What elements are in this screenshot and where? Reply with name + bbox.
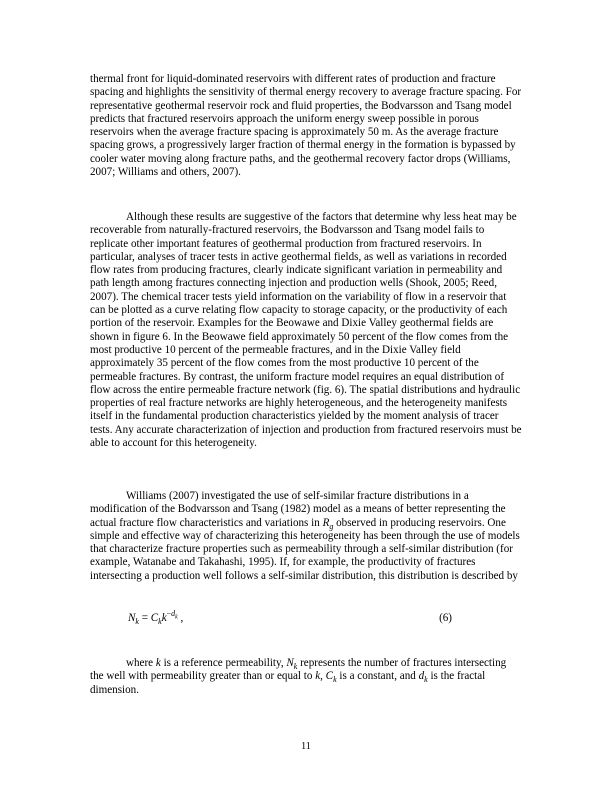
def-k1: k <box>155 657 161 669</box>
paragraph-thermal-front: thermal front for liquid-dominated reservoirs with different rates of production and fracture spacing and highlights the sensitivity of thermal energy recovery to average fracture spacing. For representative geothermal reservoir rock and fluid properties, the Bodvarsson and Tsang model predicts that fractured reservoirs approach the uniform energy sweep possible in porous reservoirs when the average fracture spacing is approximately 50 m. As the average fracture spacing grows, a progressively larger fraction of thermal energy in the formation is bypassed by cooler water moving along fracture paths, and the geothermal recovery factor drops (Williams, 2007; Williams and others, 2007). <box>90 73 522 179</box>
eq-coef: C <box>150 612 159 624</box>
def-d: d <box>418 670 425 683</box>
symbol-r-sub: g <box>329 521 334 531</box>
def-t1: where <box>126 657 156 669</box>
symbol-r: R <box>322 516 330 529</box>
eq-exp-sub: k <box>175 614 178 621</box>
def-t2: is a reference permeability, <box>160 657 287 669</box>
eq-exp-minus: − <box>166 609 172 619</box>
eq-exp-var: d <box>171 609 176 619</box>
def-c-sub: k <box>333 675 337 685</box>
eq-coef-sub: k <box>158 617 162 627</box>
paragraph-self-similar <box>90 490 522 583</box>
eq-exponent <box>166 609 178 621</box>
eq-lhs-sub: k <box>135 617 139 627</box>
eq-trail: , <box>177 612 184 624</box>
page-number: 11 <box>301 741 311 752</box>
paragraph-3-after: observed in producing reservoirs. One simple and effective way of characterizing this heterogeneity has been through the use of models that characterize fracture properties such as permeability through a self-similar distribution (for example, Watanabe and Takahashi, 1995). If, for example, the productivity of fractures intersecting a production well follows a self-similar distribution, this distribution is described by <box>90 516 520 582</box>
def-t4: , <box>320 670 326 683</box>
eq-equals: = <box>138 612 151 624</box>
paragraph-3-before: Williams (2007) investigated the use of self-similar fracture distributions in a modification of the Bodvarsson and Tsang (1982) model as a means of better representing the actual fracture flow characteristics and variations in <box>90 490 506 529</box>
def-c: C <box>325 670 334 683</box>
def-n: N <box>286 657 294 669</box>
paragraph-definitions <box>90 657 522 697</box>
def-t3: represents the number of fractures intersecting the well with permeability greater than or equal to <box>90 657 507 683</box>
paragraph-heterogeneity: Although these results are suggestive of the factors that determine why less heat may be recoverable from naturally-fractured reservoirs, the Bodvarsson and Tsang model fails to replicate other important features of geothermal production from fractured reservoirs. In particular, analyses of tracer tests in active geothermal fields, as well as variations in recorded flow rates from producing fractures, clearly indicate significant variation in permeability and path length among fractures connecting injection and production wells (Shook, 2005; Reed, 2007). The chemical tracer tests yield information on the variability of flow in a reservoir that can be plotted as a curve relating flow capacity to storage capacity, or the productivity of each portion of the reservoir. Examples for the Beowawe and Dixie Valley geothermal fields are shown in figure 6. In the Beowawe field approximately 50 percent of the flow comes from the most productive 10 percent of the permeable fractures, and in the Dixie Valley field approximately 35 percent of the flow comes from the most productive 10 percent of the permeable fractures. By contrast, the uniform fracture model requires an equal distribution of flow across the entire permeable fracture network (fig. 6). The spatial distributions and hydraulic properties of real fracture networks are highly heterogeneous, and the heterogeneity manifests itself in the fundamental production characteristics yielded by the moment analysis of tracer tests. Any accurate characterization of injection and production from fractured reservoirs must be able to account for this heterogeneity. <box>90 211 522 450</box>
equation-number: (6) <box>439 612 452 624</box>
def-t6: is the fractal dimension. <box>90 670 486 696</box>
def-n-sub: k <box>293 662 298 672</box>
def-k2: k <box>315 670 321 683</box>
def-d-sub: k <box>424 675 428 685</box>
equation-6 <box>90 609 522 628</box>
def-t5: is a constant, and <box>336 670 419 683</box>
equation-expression <box>128 609 184 627</box>
eq-lhs: N <box>128 612 136 624</box>
eq-var: k <box>161 612 167 624</box>
